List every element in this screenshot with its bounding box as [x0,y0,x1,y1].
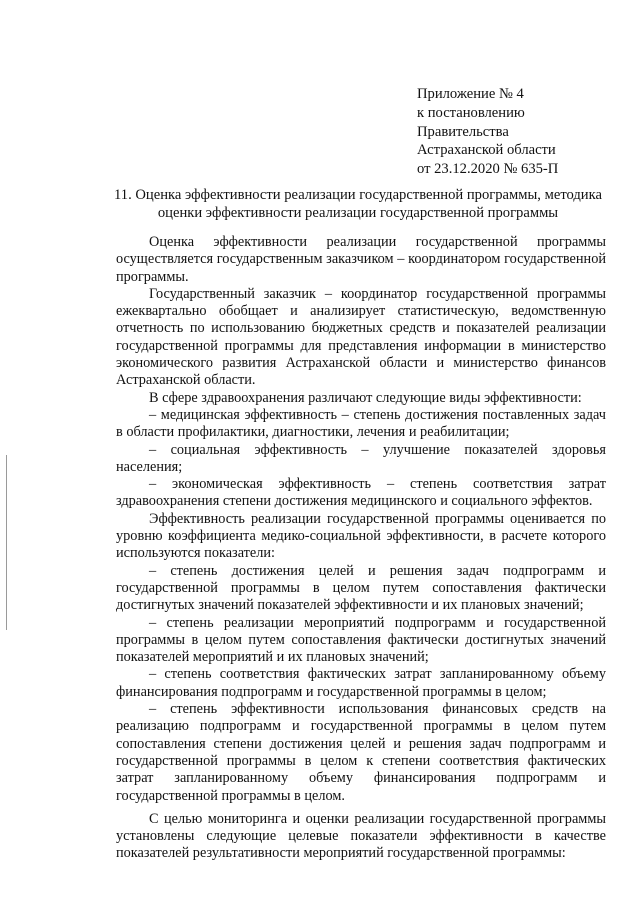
list-item: – социальная эффективность – улучшение показателей здоровья населения; [116,441,606,475]
list-item: – степень реализации мероприятий подпрограмм и государственной программы в целом путем сопоставления фактически достигнутых значений показателей мероприятий и их плановых значений; [116,614,606,666]
paragraph: С целью мониторинга и оценки реализации государственной программы установлены следующие целевые показатели эффективности в качестве показателей результативности мероприятий государственной программы: [116,810,606,862]
list-item: – степень соответствия фактических затрат запланированному объему финансирования подпрограмм и государственной программы в целом; [116,666,606,700]
appendix-line: к постановлению [417,104,525,121]
paragraph: Государственный заказчик – координатор государственной программы ежеквартально обобщает и анализирует статистическую, ведомственную отчетность по использованию бюджетных средств и показателей реализации государственной программы для представления информации в министерство экономического развития Астраханской области и министерство финансов Астраханской области. [116,285,606,389]
appendix-line: Правительства [417,123,509,140]
paragraph: В сфере здравоохранения различают следующие виды эффективности: [149,389,582,406]
list-item: – медицинская эффективность – степень достижения поставленных задач в области профилактики, диагностики, лечения и реабилитации; [116,406,606,441]
list-item: – экономическая эффективность – степень соответствия затрат здравоохранения степени достижения медицинского и социального эффектов. [116,476,606,510]
appendix-line: Приложение № 4 [417,86,524,102]
scan-edge-line [6,455,7,630]
appendix-header [417,85,558,179]
paragraph: Оценка эффективности реализации государственной программы осуществляется государственным заказчиком – координатором государственной программы. [116,234,606,285]
appendix-line: Астраханской области [417,142,556,159]
paragraph: Эффективность реализации государственной программы оценивается по уровню коэффициента медико-социальной эффективности, в расчете которого используются показатели: [116,510,606,562]
section-title: 11. Оценка эффективности реализации государственной программы, методика оценки эффективности реализации государственной программы [114,187,602,221]
list-item: – степень достижения целей и решения задач подпрограмм и государственной программы в целом путем сопоставления фактически достигнутых значений показателей эффективности и их плановых значений; [116,562,606,614]
document-body [116,234,606,863]
appendix-line: от 23.12.2020 № 635-П [417,161,559,178]
list-item: – степень эффективности использования финансовых средств на реализацию подпрограмм и государственной программы в целом путем сопоставления степени достижения целей и решения задач подпрограмм и государственной программы в целом к степени соответствия фактических затрат запланированному объему финансирования подпрограмм и государственной программы в целом. [116,701,606,804]
